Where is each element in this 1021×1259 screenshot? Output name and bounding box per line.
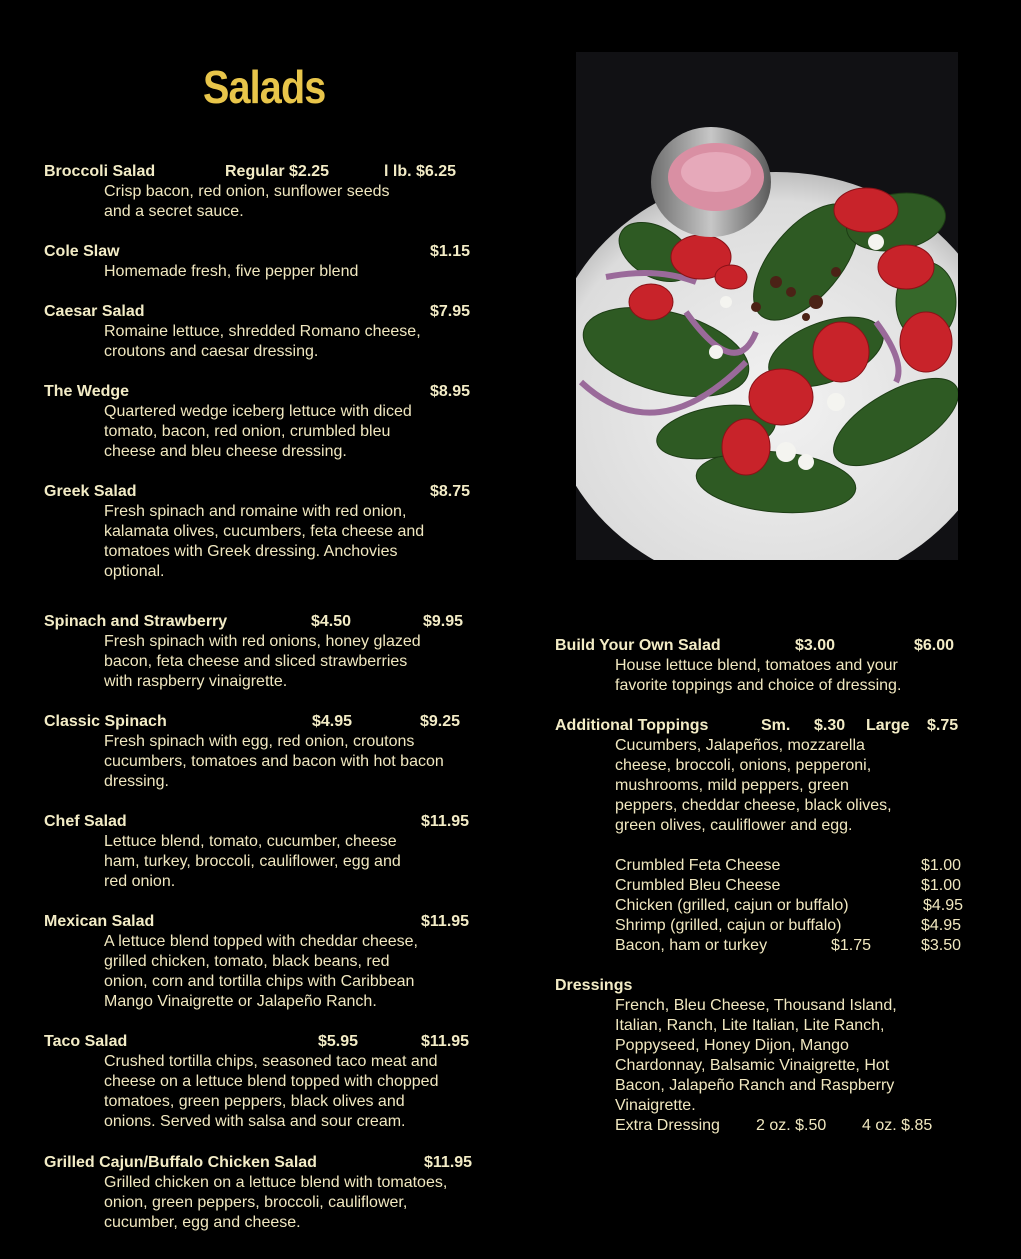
item-name: Caesar Salad	[44, 303, 145, 320]
item-price-small: Regular $2.25	[225, 163, 330, 180]
item-coleslaw	[44, 242, 504, 282]
item-desc: Homemade fresh, five pepper blend	[104, 263, 359, 280]
item-name: Taco Salad	[44, 1033, 128, 1050]
item-desc: Crushed tortilla chips, seasoned taco meat and cheese on a lettuce blend topped with chopped tomatoes, green peppers, black olives and onions. Served with salsa and sour cream.	[104, 1053, 439, 1130]
item-price: $8.95	[430, 383, 471, 400]
large-label: Large	[866, 717, 910, 734]
item-desc: A lettuce blend topped with cheddar cheese, grilled chicken, tomato, black beans, red onion, corn and tortilla chips with Caribbean Mango Vinaigrette or Jalapeño Ranch.	[104, 933, 418, 1010]
item-desc: Quartered wedge iceberg lettuce with diced tomato, bacon, red onion, crumbled bleu cheese and bleu cheese dressing.	[104, 403, 412, 460]
item-price: $9.25	[420, 713, 461, 730]
extra-price: $1.00	[921, 857, 962, 874]
page-title: Salads	[203, 61, 326, 113]
item-price-small: $3.00	[795, 637, 836, 654]
large-price: $.75	[927, 717, 959, 734]
item-desc: Fresh spinach with egg, red onion, croutons cucumbers, tomatoes and bacon with hot bacon dressing.	[104, 733, 444, 790]
item-price: $7.95	[430, 303, 471, 320]
build-your-own	[555, 636, 975, 696]
extra-row	[615, 916, 975, 936]
small-price: $.30	[814, 717, 846, 734]
item-price: $6.00	[914, 637, 955, 654]
item-classic-spinach	[44, 712, 514, 792]
item-chef	[44, 812, 504, 892]
extra-label: Chicken (grilled, cajun or buffalo)	[615, 897, 849, 914]
item-mexican	[44, 912, 504, 1012]
item-desc: Crisp bacon, red onion, sunflower seeds and a secret sauce.	[104, 183, 390, 220]
extra-row	[615, 876, 975, 896]
item-desc: Fresh spinach and romaine with red onion, kalamata olives, cucumbers, feta cheese and tomatoes with Greek dressing. Anchovies optional.	[104, 503, 425, 580]
extra-price: $4.95	[921, 917, 962, 934]
item-price: $8.75	[430, 483, 471, 500]
additional-toppings	[555, 716, 975, 836]
item-desc: House lettuce blend, tomatoes and your favorite toppings and choice of dressing.	[615, 657, 902, 694]
extra-label: Crumbled Feta Cheese	[615, 857, 781, 874]
item-name: Classic Spinach	[44, 713, 167, 730]
extra-label: Crumbled Bleu Cheese	[615, 877, 781, 894]
item-name: Build Your Own Salad	[555, 637, 721, 654]
item-name: Dressings	[555, 977, 633, 994]
item-price: $11.95	[421, 1033, 470, 1050]
item-price-small: $4.50	[311, 613, 352, 630]
extra-dressing-row	[615, 1116, 975, 1136]
small-label: Sm.	[761, 717, 791, 734]
item-name: Spinach and Strawberry	[44, 613, 228, 630]
item-name: Broccoli Salad	[44, 163, 156, 180]
item-name: Chef Salad	[44, 813, 127, 830]
item-spinach-strawberry	[44, 612, 504, 692]
item-desc: Cucumbers, Jalapeños, mozzarella cheese, broccoli, onions, pepperoni, mushrooms, mild peppers, green peppers, cheddar cheese, black olives, green olives, cauliflower and egg.	[615, 737, 892, 834]
item-name: Additional Toppings	[555, 717, 709, 734]
item-price-small: $4.95	[312, 713, 353, 730]
item-price: $11.95	[421, 813, 470, 830]
extra-dressing-4oz: 4 oz. $.85	[862, 1117, 933, 1134]
item-taco	[44, 1032, 514, 1132]
item-name: Cole Slaw	[44, 243, 120, 260]
extra-price: $4.95	[923, 897, 964, 914]
item-desc: French, Bleu Cheese, Thousand Island, Italian, Ranch, Lite Italian, Lite Ranch, Poppyseed, Honey Dijon, Mango Chardonnay, Balsamic Vinaigrette, Hot Bacon, Jalapeño Ranch and Raspberry Vinaigrette.	[615, 997, 897, 1114]
item-name: Greek Salad	[44, 483, 137, 500]
item-price: $11.95	[424, 1154, 473, 1171]
item-greek	[44, 482, 504, 582]
item-price: $11.95	[421, 913, 470, 930]
item-name: Grilled Cajun/Buffalo Chicken Salad	[44, 1154, 317, 1171]
item-desc: Lettuce blend, tomato, cucumber, cheese ham, turkey, broccoli, cauliflower, egg and red onion.	[104, 833, 401, 890]
salad-photo	[576, 52, 958, 560]
item-broccoli	[44, 162, 504, 222]
item-price: l lb. $6.25	[384, 163, 457, 180]
extra-price: $3.50	[921, 937, 962, 954]
extra-row	[615, 936, 975, 956]
extra-label: Shrimp (grilled, cajun or buffalo)	[615, 917, 842, 934]
extra-row	[615, 856, 975, 876]
item-name: Mexican Salad	[44, 913, 155, 930]
item-wedge	[44, 382, 504, 462]
extra-dressing-2oz: 2 oz. $.50	[756, 1117, 827, 1134]
item-desc: Grilled chicken on a lettuce blend with tomatoes, onion, green peppers, broccoli, cauliflower, cucumber, egg and cheese.	[104, 1174, 448, 1231]
salad-image	[576, 52, 958, 560]
item-cajun-chicken	[44, 1153, 524, 1233]
dressings	[555, 976, 975, 1116]
item-price-small: $5.95	[318, 1033, 359, 1050]
item-desc: Fresh spinach with red onions, honey glazed bacon, feta cheese and sliced strawberries with raspberry vinaigrette.	[104, 633, 421, 690]
item-desc: Romaine lettuce, shredded Romano cheese, croutons and caesar dressing.	[104, 323, 421, 360]
extra-row	[615, 896, 975, 916]
extra-label: Bacon, ham or turkey	[615, 937, 768, 954]
extra-dressing-label: Extra Dressing	[615, 1117, 720, 1134]
extra-price-small: $1.75	[831, 937, 872, 954]
extra-price: $1.00	[921, 877, 962, 894]
item-price: $1.15	[430, 243, 471, 260]
item-caesar	[44, 302, 504, 362]
item-name: The Wedge	[44, 383, 130, 400]
item-price: $9.95	[423, 613, 464, 630]
